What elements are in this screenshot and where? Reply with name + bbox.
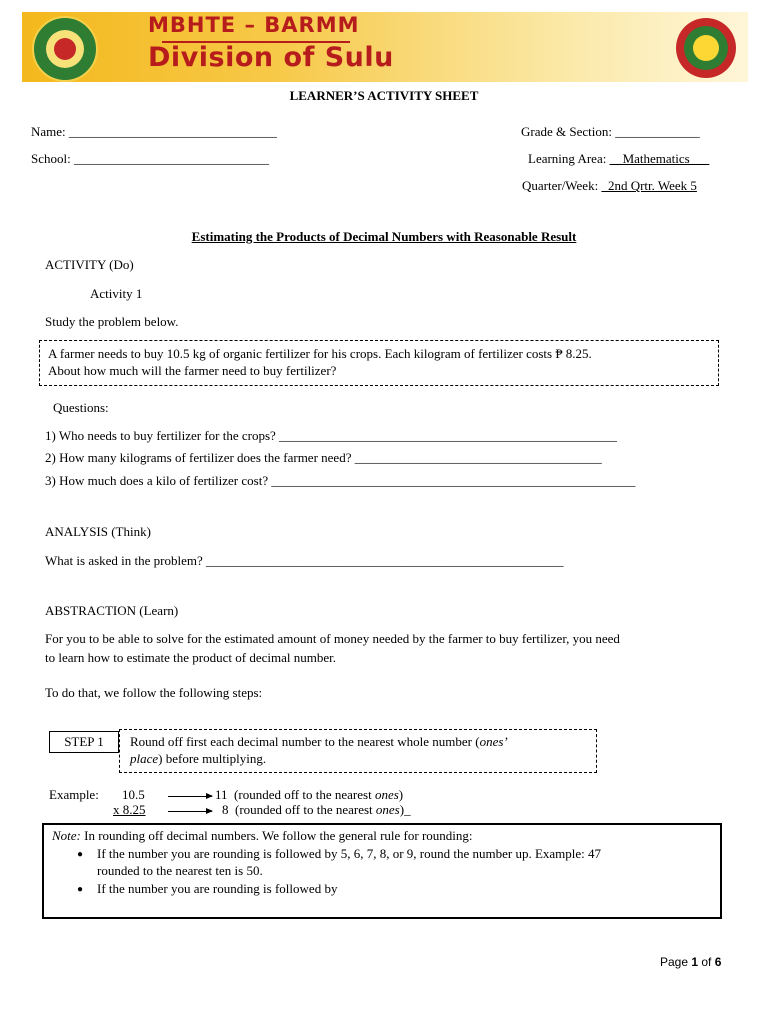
analysis-question: What is asked in the problem? _______________________________________________________	[45, 553, 564, 568]
header-banner	[22, 12, 748, 82]
problem-line-2: About how much will the farmer need to buy fertilizer?	[48, 363, 337, 378]
bullet-icon: ●	[77, 884, 84, 895]
learning-area-label: Learning Area:	[528, 151, 607, 166]
quarter-week-field	[522, 178, 697, 194]
problem-line-1: A farmer needs to buy 10.5 kg of organic fertilizer for his crops. Each kilogram of fertilizer costs ₱ 8.25.	[48, 346, 592, 361]
current-page: 1	[691, 955, 699, 969]
total-pages: 6	[714, 955, 722, 969]
abstraction-para-line-1: For you to be able to solve for the estimated amount of money needed by the farmer to buy fertilizer, you need	[45, 631, 620, 646]
quarter-week-label: Quarter/Week:	[522, 178, 599, 193]
question-3: 3) How much does a kilo of fertilizer cost? ________________________________________________________	[45, 473, 636, 488]
division-title: Division of Sulu	[148, 42, 394, 73]
learning-area-field	[528, 151, 709, 167]
school-field: School: ______________________________	[31, 151, 269, 166]
example-result-1: 11 (rounded off to the nearest ones)	[215, 787, 404, 802]
note-bullet-1-line-1: If the number you are rounding is followed by 5, 6, 7, 8, or 9, round the number up. Example: 47	[97, 846, 602, 861]
note-box	[42, 823, 722, 919]
name-field: Name: ________________________________	[31, 124, 277, 139]
quarter-week-value: _2nd Qrtr. Week 5	[601, 178, 697, 193]
division-seal-logo	[676, 18, 736, 78]
example-label: Example:	[49, 787, 99, 802]
analysis-heading: ANALYSIS (Think)	[45, 524, 151, 539]
problem-box	[39, 340, 719, 386]
ones-term: ones’	[479, 734, 508, 749]
note-label: Note:	[52, 828, 81, 843]
note-bullet-2: If the number you are rounding is followed by	[97, 881, 338, 896]
example-number-2: x 8.25	[113, 802, 146, 817]
abstraction-para-line-2: to learn how to estimate the product of decimal number.	[45, 650, 336, 665]
questions-label: Questions:	[53, 400, 109, 415]
note-intro: Note: In rounding off decimal numbers. We follow the general rule for rounding:	[52, 828, 473, 843]
step-1-line-1: Round off first each decimal number to the nearest whole number (ones’	[130, 734, 508, 749]
sheet-title: LEARNER’S ACTIVITY SHEET	[289, 88, 479, 103]
barmm-seal-logo	[32, 16, 98, 82]
org-line: MBHTE – BARMM	[148, 13, 360, 37]
step-1-line-2: place) before multiplying.	[130, 751, 267, 766]
grade-section-field: Grade & Section: _____________	[521, 124, 700, 139]
abstraction-heading: ABSTRACTION (Learn)	[45, 603, 179, 618]
activity-subheading: Activity 1	[90, 286, 143, 301]
lesson-title: Estimating the Products of Decimal Numbers with Reasonable Result	[191, 229, 577, 244]
activity-heading: ACTIVITY (Do)	[45, 257, 134, 272]
page-indicator: Page 1 of 6	[660, 955, 722, 969]
example-result-2: 8 (rounded off to the nearest ones)_	[222, 802, 411, 817]
learning-area-value: __Mathematics___	[609, 151, 710, 166]
question-2: 2) How many kilograms of fertilizer does the farmer need? ______________________________________	[45, 450, 602, 465]
arrow-right-icon	[168, 796, 212, 797]
note-bullet-1-line-2: rounded to the nearest ten is 50.	[97, 863, 263, 878]
place-term: place	[130, 751, 159, 766]
step-1-label: STEP 1	[49, 731, 119, 753]
question-1: 1) Who needs to buy fertilizer for the crops? ____________________________________________________	[45, 428, 618, 443]
bullet-icon: ●	[77, 849, 84, 860]
arrow-right-icon	[168, 811, 212, 812]
step-1-box	[119, 729, 597, 773]
example-number-1: 10.5	[122, 787, 145, 802]
steps-intro: To do that, we follow the following steps:	[45, 685, 263, 700]
activity-instruction: Study the problem below.	[45, 314, 179, 329]
